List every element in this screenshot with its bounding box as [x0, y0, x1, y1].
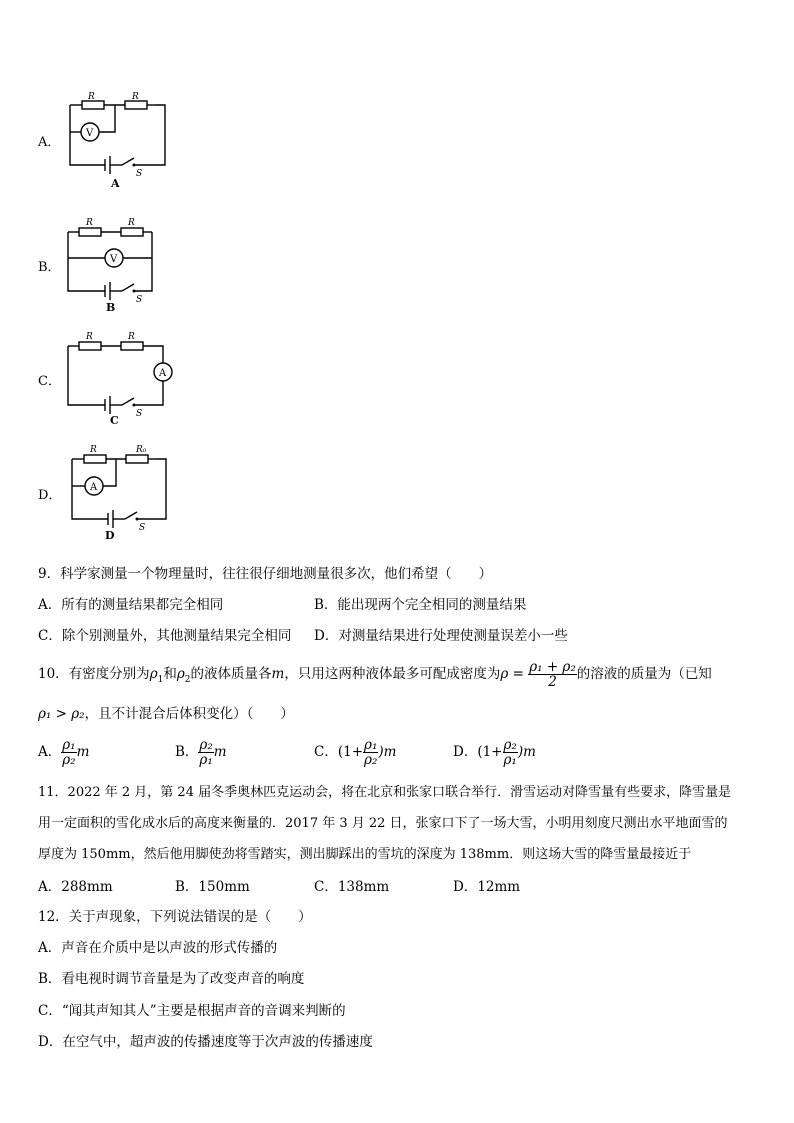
option-d-label: D．: [38, 488, 62, 503]
question-10-option-b: [175, 738, 227, 767]
q10-text-3: ，只用这两种液体最多可配成密度为: [284, 666, 501, 683]
question-10-stem-line2: [38, 702, 294, 722]
switch-label-a: S: [136, 169, 143, 179]
ammeter-symbol-d: A: [90, 482, 98, 493]
rho1-symbol: ρ: [149, 666, 158, 683]
diagram-letter-a: A: [111, 177, 120, 190]
circuit-diagram-a: [60, 90, 175, 190]
switch-label-c: S: [136, 409, 143, 419]
question-12-option-a: A．声音在介质中是以声波的形式传播的: [38, 940, 278, 956]
option-a-label: A．: [38, 135, 61, 150]
density-condition: ρ₁ > ρ₂: [38, 706, 85, 722]
q10-d-post: )m: [517, 744, 536, 761]
q10-b-fraction: $\frac{\text{ρ₂}}{\text{ρ₁}}$: [199, 737, 213, 769]
q10-text-4: 的溶液的质量为（已知: [576, 666, 712, 683]
resistor-label-b2: R: [128, 218, 135, 228]
ammeter-symbol-c: A: [159, 368, 167, 379]
question-9-option-a: A．所有的测量结果都完全相同: [38, 597, 224, 613]
question-10-option-a: [38, 738, 89, 767]
resistor-label-a2: R: [132, 92, 139, 102]
switch-label-b: S: [136, 295, 143, 305]
circuit-diagram-d: [60, 442, 175, 542]
question-10-option-d: [453, 738, 536, 767]
diagram-letter-c: C: [110, 414, 119, 427]
q10-a-fraction: $\frac{\text{ρ₁}}{\text{ρ₂}}$: [62, 737, 76, 769]
q10-b-label: B．: [175, 744, 199, 761]
question-12-option-b: B．看电视时调节音量是为了改变声音的响度: [38, 971, 305, 987]
question-11-line2: 用一定面积的雪化成水后的高度来衡量的．2017 年 3 月 22 日，张家口下了一场大雪，小明用刻度尺测出水平地面雪的: [38, 816, 728, 831]
question-11-option-d: D．12mm: [453, 879, 521, 895]
q10-text-5: ，且不计混合后体积变化）（ ）: [84, 706, 294, 722]
option-c-label: C．: [38, 374, 61, 389]
question-12-option-d: D．在空气中，超声波的传播速度等于次声波的传播速度: [38, 1034, 373, 1050]
q10-c-pre: (1+: [337, 744, 364, 761]
mass-symbol: m: [271, 666, 285, 683]
question-9-stem: 9．科学家测量一个物理量时，往往很仔细地测量很多次，他们希望（ ）: [38, 566, 493, 582]
question-11-line3: 厚度为 150mm，然后他用脚使劲将雪踏实，测出脚踩出的雪坑的深度为 138mm．则这场大雪的降雪量最接近于: [38, 847, 692, 862]
q10-text-1: 10．有密度分别为: [38, 666, 150, 683]
density-fraction: $\frac{\text{ρ₁ + ρ₂}}{2}$: [529, 659, 576, 691]
rho2-symbol: ρ: [176, 666, 185, 683]
rho-equals: ρ =: [500, 666, 524, 683]
question-12-stem: 12．关于声现象，下列说法错误的是（ ）: [38, 909, 312, 925]
question-11-option-b: B．150mm: [175, 879, 250, 895]
q10-d-fraction: $\frac{\text{ρ₂}}{\text{ρ₁}}$: [503, 737, 517, 769]
question-9-option-d: D．对测量结果进行处理使测量误差小一些: [314, 628, 568, 644]
option-b-label: B．: [38, 260, 61, 275]
question-10-option-c: [314, 738, 396, 767]
q10-c-post: )m: [378, 744, 397, 761]
q10-b-m: m: [213, 744, 227, 761]
q10-a-label: A．: [38, 744, 62, 761]
q10-c-fraction: $\frac{\text{ρ₁}}{\text{ρ₂}}$: [364, 737, 378, 769]
q10-a-m: m: [76, 744, 90, 761]
voltmeter-symbol-a: V: [86, 128, 94, 139]
question-11-option-a: A．288mm: [38, 879, 113, 895]
q10-c-label: C．: [314, 744, 338, 761]
resistor-label-c2: R: [128, 332, 135, 342]
q10-and: 和: [163, 666, 177, 683]
voltmeter-symbol-b: V: [110, 254, 118, 265]
circuit-diagram-b: [60, 214, 175, 314]
q10-d-label: D．: [453, 744, 478, 761]
question-9-option-c: C．除个别测量外，其他测量结果完全相同: [38, 628, 292, 644]
resistor-label-b1: R: [86, 218, 93, 228]
resistor-label-a1: R: [88, 92, 95, 102]
switch-label-d: S: [139, 523, 146, 533]
circuit-diagram-c: [60, 328, 180, 428]
resistor-label-d2: R₀: [136, 445, 147, 455]
q10-text-2: 的液体质量各: [190, 666, 272, 683]
rho1-subscript: 1: [157, 674, 164, 685]
question-11-option-c: C．138mm: [314, 879, 390, 895]
question-12-option-c: C．“闻其声知其人”主要是根据声音的音调来判断的: [38, 1003, 346, 1019]
resistor-label-d1: R: [90, 445, 97, 455]
question-9-option-b: B．能出现两个完全相同的测量结果: [314, 597, 527, 613]
question-11-line1: 11．2022 年 2 月，第 24 届冬季奥林匹克运动会，将在北京和张家口联合举行．滑雪运动对降雪量有些要求，降雪量是: [38, 785, 732, 800]
rho2-subscript: 2: [184, 674, 191, 685]
resistor-label-c1: R: [86, 332, 93, 342]
diagram-letter-d: D: [105, 529, 115, 542]
q10-d-pre: (1+: [477, 744, 503, 761]
diagram-letter-b: B: [106, 301, 116, 314]
question-10-stem-line1: [38, 660, 712, 689]
